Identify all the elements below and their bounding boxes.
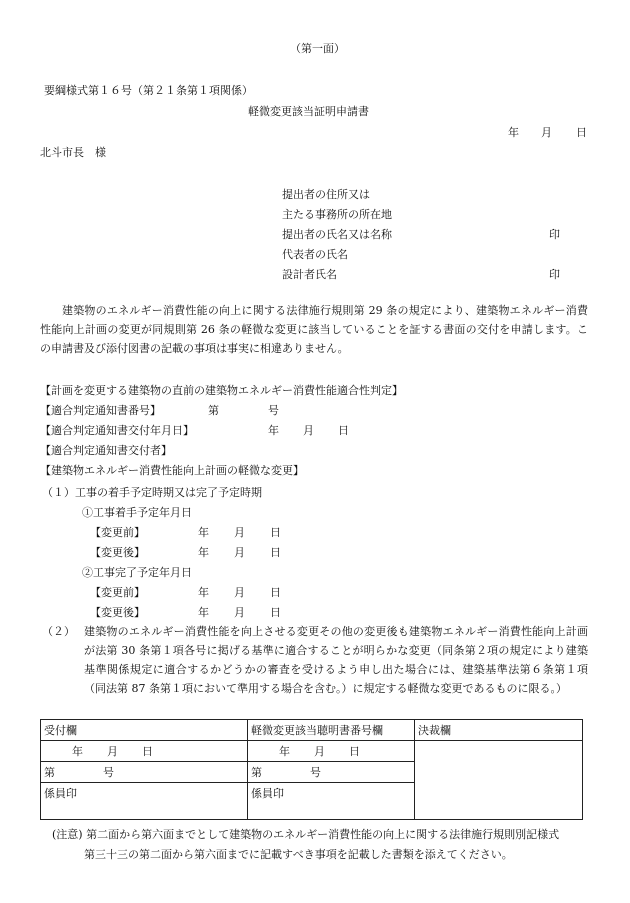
notice-date-day: 日: [338, 424, 349, 437]
table-date-row: [41, 741, 583, 762]
reception-staff-seal: 係員印: [41, 783, 248, 820]
dai-mark: 第: [44, 766, 55, 779]
page-label: （第一面）: [290, 42, 345, 55]
notice-date-month: 月: [303, 424, 314, 437]
after-label: 【変更後】: [90, 546, 145, 559]
day-mark: 日: [270, 586, 281, 599]
section-minor-change: 【建築物エネルギー消費性能向上計画の軽微な変更】: [40, 464, 304, 477]
reception-date-cell: [41, 741, 248, 762]
day-mark: 日: [270, 546, 281, 559]
year-mark: 年: [72, 745, 83, 758]
day-mark: 日: [270, 606, 281, 619]
day-mark: 日: [349, 745, 360, 758]
notice-number-go: 号: [268, 404, 279, 417]
note-line-2: 第三十三の第二面から第六面までに記載すべき事項を記載した書類を添えてください。: [84, 848, 513, 861]
day-mark: 日: [142, 745, 153, 758]
item2-text: 建築物のエネルギー消費性能を向上させる変更その他の変更後も建築物エネルギー消費性能向上計画が法第 30 条第１項各号に掲げる基準に適合することが明らかな変更（同条第２項の規定により建築基準関係規定に適合するかどうかの審査を受けるよう申し出た場合には、建築基準法第６条第１項（同法第 87 条第１項において準用する場合を含む。）に規定する軽微な変更であるものに限る。）: [84, 625, 588, 695]
go-mark: 号: [310, 766, 321, 779]
dai-mark: 第: [251, 766, 262, 779]
date-year: 年: [508, 126, 519, 139]
notice-date-year: 年: [268, 424, 279, 437]
submitter-address-label-2: 主たる事務所の所在地: [282, 208, 392, 221]
date-month: 月: [541, 126, 552, 139]
month-mark: 月: [234, 586, 245, 599]
intro-paragraph: 建築物のエネルギー消費性能の向上に関する法律施行規則第 29 条の規定により、建築物エネルギー消費性能向上計画の変更が同規則第 26 条の軽微な変更に該当していることを証する書面の交付を申請します。この申請書及び添付図書の記載の事項は事実に相違ありません。: [40, 304, 588, 355]
submitter-address-label-1: 提出者の住所又は: [282, 188, 370, 201]
notice-issuer-label: 【適合判定通知書交付者】: [40, 444, 172, 457]
reception-number-cell: [41, 762, 248, 783]
certificate-staff-seal: 係員印: [248, 783, 415, 820]
month-mark: 月: [234, 526, 245, 539]
year-mark: 年: [279, 745, 290, 758]
approval-header: 決裁欄: [415, 720, 583, 741]
notice-number-label: 【適合判定通知書番号】: [40, 404, 161, 417]
approval-cell: [415, 741, 583, 820]
notice-number-dai: 第: [208, 404, 219, 417]
submitter-name-label: 提出者の氏名又は名称: [282, 228, 392, 241]
certificate-date-cell: [248, 741, 415, 762]
certificate-number-header: 軽微変更該当聴明書番号欄: [248, 720, 415, 741]
year-mark: 年: [198, 586, 209, 599]
representative-label: 代表者の氏名: [282, 248, 348, 261]
designer-label: 設計者氏名: [282, 268, 337, 281]
month-mark: 月: [314, 745, 325, 758]
day-mark: 日: [270, 526, 281, 539]
year-mark: 年: [198, 606, 209, 619]
reception-header: 受付欄: [41, 720, 248, 741]
table-header-row: [41, 720, 583, 741]
go-mark: 号: [103, 766, 114, 779]
after-label: 【変更後】: [90, 606, 145, 619]
form-number: 要綱様式第１６号（第２１条第１項関係）: [44, 84, 253, 97]
item1-heading: （１）工事の着手予定時期又は完了予定時期: [42, 486, 262, 499]
before-label: 【変更前】: [90, 586, 145, 599]
date-day: 日: [576, 126, 587, 139]
month-mark: 月: [234, 606, 245, 619]
certificate-number-cell: [248, 762, 415, 783]
month-mark: 月: [234, 546, 245, 559]
year-mark: 年: [198, 546, 209, 559]
addressee: 北斗市長 様: [40, 146, 106, 159]
year-mark: 年: [198, 526, 209, 539]
seal-mark: 印: [549, 228, 560, 241]
finish-date-heading: ②工事完了予定年月日: [82, 566, 192, 579]
month-mark: 月: [107, 745, 118, 758]
start-date-heading: ①工事着手予定年月日: [82, 506, 192, 519]
office-use-table: [40, 719, 583, 820]
seal-mark: 印: [549, 268, 560, 281]
section-judgment: 【計画を変更する建築物の直前の建築物エネルギー消費性能適合性判定】: [40, 384, 403, 397]
before-label: 【変更前】: [90, 526, 145, 539]
notice-date-label: 【適合判定通知書交付年月日】: [40, 424, 194, 437]
note-line-1: (注意) 第二面から第六面までとして建築物のエネルギー消費性能の向上に関する法律施行規則別記様式: [52, 828, 560, 841]
item2-label: （２）: [42, 625, 75, 638]
document-title: 軽微変更該当証明申請書: [248, 105, 369, 118]
